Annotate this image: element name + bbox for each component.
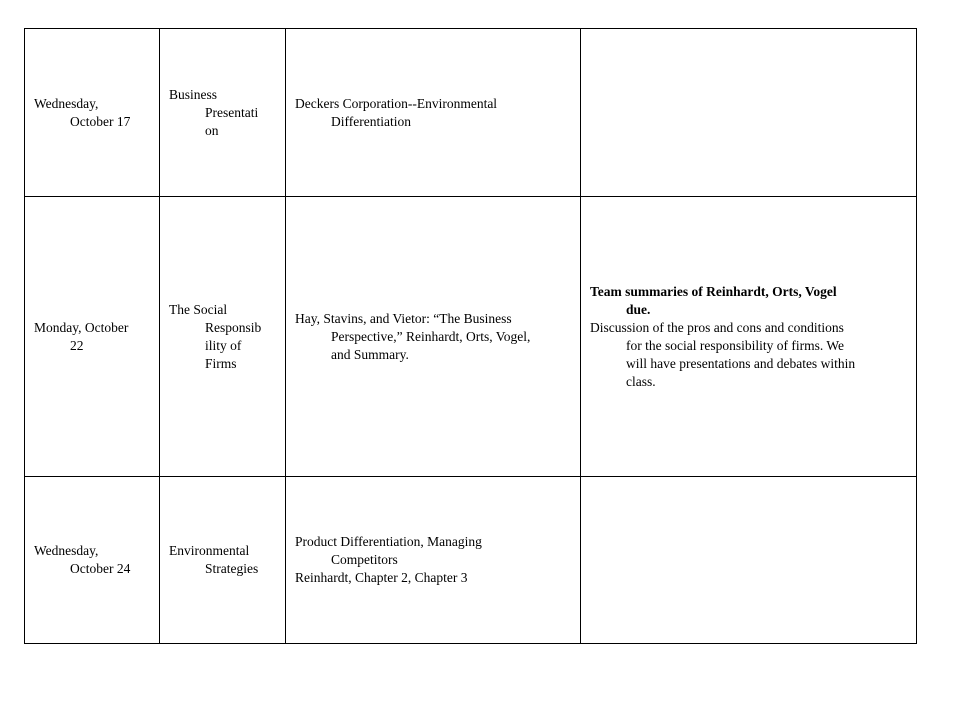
- notes-cell: [581, 197, 917, 477]
- session-reading: Product Differentiation, Managing Competitors: [295, 534, 482, 567]
- session-reading: Reinhardt, Chapter 2, Chapter 3: [295, 570, 468, 585]
- table-row: [25, 477, 917, 644]
- notes-cell: [581, 29, 917, 197]
- date-cell: [25, 197, 160, 477]
- table-row: [25, 197, 917, 477]
- readings-cell: [286, 29, 581, 197]
- readings-cell: [286, 477, 581, 644]
- schedule-table: [24, 28, 917, 644]
- date-cell: [25, 477, 160, 644]
- session-notes: Discussion of the pros and cons and conditions for the social responsibility of firms. We will have presentations and debates within class.: [590, 319, 856, 389]
- table-row: [25, 29, 917, 197]
- topic-cell: [160, 197, 286, 477]
- session-topic: The Social Responsib ility of Firms: [169, 301, 262, 371]
- topic-cell: [160, 477, 286, 644]
- session-date: Wednesday, October 17: [34, 95, 131, 129]
- session-topic: Business Presentati on: [169, 86, 259, 138]
- date-cell: [25, 29, 160, 197]
- notes-cell: [581, 477, 917, 644]
- topic-cell: [160, 29, 286, 197]
- assignment-due: Team summaries of Reinhardt, Orts, Vogel due.: [590, 283, 837, 317]
- session-date: Wednesday, October 24: [34, 543, 131, 576]
- readings-cell: [286, 197, 581, 477]
- session-topic: Environmental Strategies: [169, 543, 259, 576]
- session-date: Monday, October 22: [34, 319, 129, 353]
- session-reading: Deckers Corporation--Environmental Differentiation: [295, 95, 498, 129]
- session-reading: Hay, Stavins, and Vietor: “The Business Perspective,” Reinhardt, Orts, Vogel, and Summary.: [295, 310, 531, 362]
